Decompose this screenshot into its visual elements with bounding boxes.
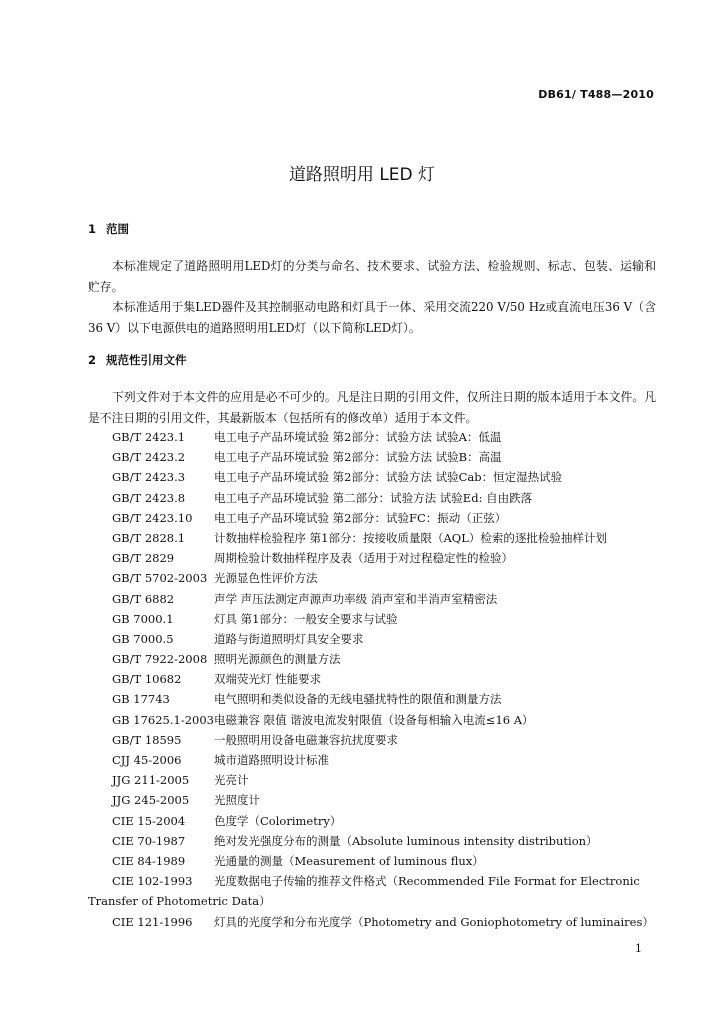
reference-title: 光通量的测量（Measurement of luminous flux） <box>214 853 484 868</box>
reference-item <box>88 447 658 467</box>
reference-title: 电气照明和类似设备的无线电骚扰特性的限值和测量方法 <box>214 692 502 707</box>
reference-item <box>88 669 658 689</box>
reference-item <box>88 851 658 871</box>
reference-item <box>88 770 658 790</box>
reference-code: GB 17743 <box>112 692 170 707</box>
reference-code: CJJ 45-2006 <box>112 753 182 767</box>
reference-title: 灯具 第1部分：一般安全要求与试验 <box>214 611 398 626</box>
reference-item <box>88 811 658 831</box>
reference-code: GB/T 18595 <box>112 732 182 747</box>
reference-title: 色度学（Colorimetry） <box>214 813 342 828</box>
section-1-paragraph-2: 本标准适用于集LED器件及其控制驱动电路和灯具于一体、采用交流220 V/50 Hz或直流电压36 V（含36 V）以下电源供电的道路照明用LED灯（以下简称LED灯）。 <box>88 300 656 335</box>
section-2-heading <box>88 352 187 368</box>
reference-item <box>88 609 658 629</box>
reference-code: GB/T 2828.1 <box>112 530 186 545</box>
reference-title: 电工电子产品环境试验 第2部分：试验方法 试验B：高温 <box>214 450 502 465</box>
reference-item <box>88 912 658 932</box>
reference-item <box>88 629 658 649</box>
reference-code: GB/T 6882 <box>112 591 175 606</box>
reference-code: GB/T 2829 <box>112 551 175 566</box>
reference-code: CIE 15-2004 <box>112 813 186 828</box>
reference-code: GB 17625.1-2003 <box>112 712 215 727</box>
reference-title: 光照度计 <box>214 793 260 808</box>
section-1-number: 1 <box>88 222 97 236</box>
reference-title: 城市道路照明设计标准 <box>214 753 329 767</box>
reference-title: 电磁兼容 限值 谐波电流发射限值（设备每相输入电流≤16 A） <box>214 712 534 727</box>
section-1-heading <box>88 221 129 237</box>
reference-code: GB/T 7922-2008 <box>112 652 208 667</box>
reference-title: 电工电子产品环境试验 第2部分：试验方法 试验A：低温 <box>214 430 502 444</box>
reference-item <box>88 871 658 891</box>
reference-item <box>88 508 658 528</box>
reference-title: 电工电子产品环境试验 第2部分：试验方法 试验Cab：恒定湿热试验 <box>214 470 563 485</box>
reference-title: 光度数据电子传输的推荐文件格式（Recommended File Format for Electronic <box>214 874 640 889</box>
reference-item <box>88 467 658 487</box>
page-number: 1 <box>635 942 642 955</box>
reference-title: 计数抽样检验程序 第1部分：按接收质量限（AQL）检索的逐批检验抽样计划 <box>214 530 607 545</box>
reference-code: GB/T 2423.3 <box>112 470 186 485</box>
reference-code: CIE 70-1987 <box>112 833 186 848</box>
reference-item <box>88 528 658 548</box>
reference-code: GB/T 10682 <box>112 672 182 687</box>
reference-title: 灯具的光度学和分布光度学（Photometry and Goniophotometry of luminaires） <box>214 914 654 929</box>
reference-item <box>88 649 658 669</box>
reference-list <box>88 427 658 932</box>
reference-code: GB/T 2423.8 <box>112 490 186 505</box>
section-1-paragraph-1: 本标准规定了道路照明用LED灯的分类与命名、技术要求、试验方法、检验规则、标志、包装、运输和贮存。 <box>88 259 656 294</box>
reference-item <box>88 589 658 609</box>
reference-code: JJG 211-2005 <box>112 773 190 788</box>
reference-title: 双端荧光灯 性能要求 <box>214 672 322 687</box>
reference-item <box>88 790 658 810</box>
section-1-title: 范围 <box>106 222 129 236</box>
reference-item <box>88 689 658 709</box>
reference-item <box>88 548 658 568</box>
reference-title: 一般照明用设备电磁兼容抗扰度要求 <box>214 732 398 747</box>
reference-title: 声学 声压法测定声源声功率级 消声室和半消声室精密法 <box>214 591 498 606</box>
reference-title: 照明光源颜色的测量方法 <box>214 652 341 667</box>
reference-title: 道路与街道照明灯具安全要求 <box>214 631 364 646</box>
reference-title: 光源显色性评价方法 <box>214 571 318 586</box>
reference-code: CIE 102-1993 <box>112 874 193 889</box>
section-2-intro: 下列文件对于本文件的应用是必不可少的。凡是注日期的引用文件，仅所注日期的版本适用于本文件。凡是不注日期的引用文件，其最新版本（包括所有的修改单）适用于本文件。 <box>88 390 656 425</box>
reference-title: 电工电子产品环境试验 第二部分：试验方法 试验Ed: 自由跌落 <box>214 490 533 505</box>
reference-continuation: Transfer of Photometric Data） <box>88 894 271 909</box>
document-code: DB61/ T488—2010 <box>538 88 654 101</box>
reference-item <box>88 730 658 750</box>
reference-item <box>88 710 658 730</box>
reference-code: GB/T 5702-2003 <box>112 571 208 586</box>
reference-code: GB 7000.1 <box>112 611 174 626</box>
reference-code: JJG 245-2005 <box>112 793 190 808</box>
reference-title: 电工电子产品环境试验 第2部分：试验FC：振动（正弦） <box>214 510 507 525</box>
reference-title: 周期检验计数抽样程序及表（适用于对过程稳定性的检验） <box>214 551 513 566</box>
document-title: 道路照明用 LED 灯 <box>288 165 436 185</box>
reference-code: CIE 121-1996 <box>112 914 193 929</box>
reference-code: GB/T 2423.2 <box>112 450 186 465</box>
reference-item <box>88 488 658 508</box>
reference-code: CIE 84-1989 <box>112 853 186 868</box>
reference-item <box>88 568 658 588</box>
section-2-title: 规范性引用文件 <box>106 353 187 367</box>
reference-code: GB 7000.5 <box>112 631 174 646</box>
section-2-number: 2 <box>88 353 97 367</box>
reference-item <box>88 831 658 851</box>
reference-title: 光亮计 <box>214 773 249 788</box>
reference-item <box>88 427 658 447</box>
reference-code: GB/T 2423.10 <box>112 510 193 525</box>
reference-title: 绝对发光强度分布的测量（Absolute luminous intensity distribution） <box>214 833 598 848</box>
reference-code: GB/T 2423.1 <box>112 430 186 444</box>
reference-item <box>88 750 658 770</box>
